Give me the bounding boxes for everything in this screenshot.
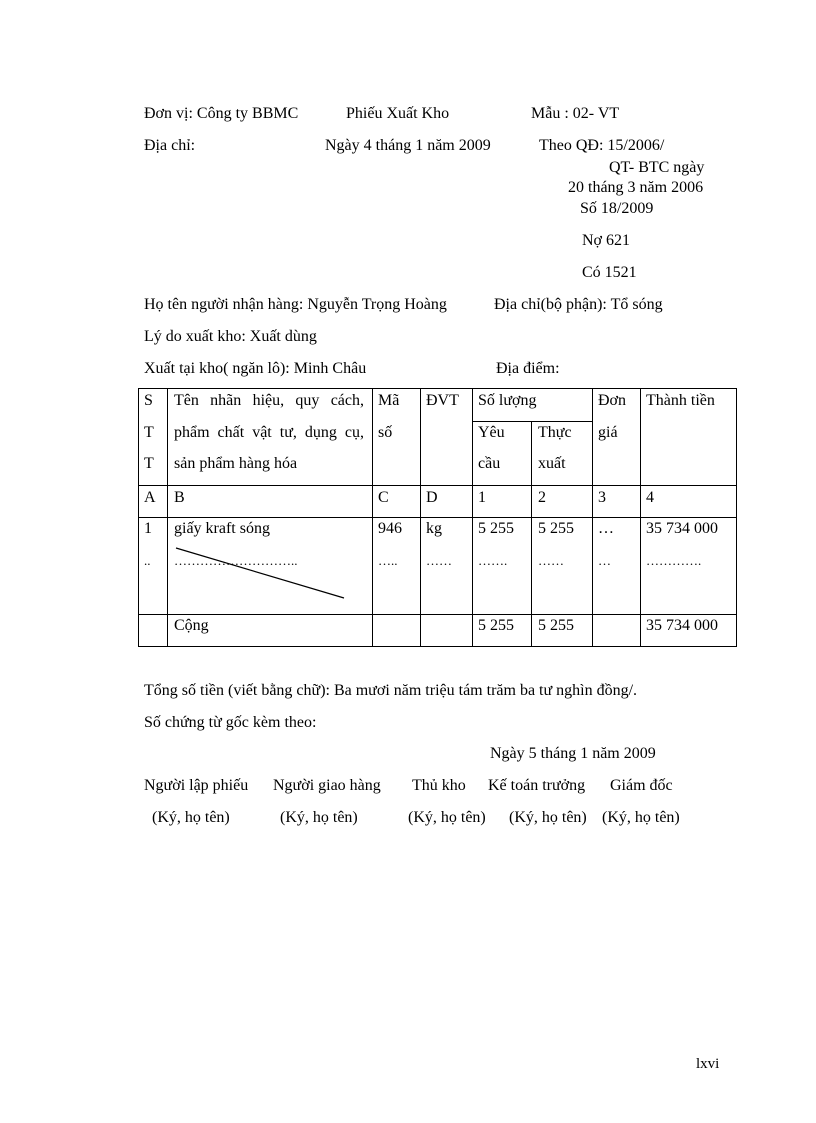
total-qty-req: 5 255 xyxy=(478,617,514,634)
index-1: 1 xyxy=(478,489,486,506)
warehouse-line: Xuất tại kho( ngăn lô): Minh Châu xyxy=(144,360,367,377)
row1-unit: kg xyxy=(426,520,442,537)
debit-account: Nợ 621 xyxy=(582,232,631,249)
index-d: D xyxy=(426,489,438,506)
index-a: A xyxy=(144,489,156,506)
sign-storekeeper: (Ký, họ tên) xyxy=(408,809,486,826)
index-4: 4 xyxy=(646,489,654,506)
index-2: 2 xyxy=(538,489,546,506)
index-b: B xyxy=(174,489,185,506)
page-number: lxvi xyxy=(696,1056,720,1072)
head-price-1: Đơn xyxy=(598,392,627,409)
head-qty: Số lượng xyxy=(478,392,537,409)
head-qty-act-2: xuất xyxy=(538,455,566,472)
role-storekeeper: Thủ kho xyxy=(412,777,466,794)
head-qty-act-1: Thực xyxy=(538,424,572,441)
row1-code: 946 xyxy=(378,520,402,537)
head-stt-3: T xyxy=(144,455,154,472)
head-qty-req-1: Yêu xyxy=(478,424,505,441)
issue-date: Ngày 4 tháng 1 năm 2009 xyxy=(325,137,491,154)
head-name-2: phẩm chất vật tư, dụng cụ, xyxy=(174,424,364,441)
strike-line xyxy=(138,388,737,647)
role-preparer: Người lập phiếu xyxy=(144,777,249,794)
dots-stt: .. xyxy=(144,553,151,568)
role-deliverer: Người giao hàng xyxy=(273,777,381,794)
sign-deliverer: (Ký, họ tên) xyxy=(280,809,358,826)
dots-amount: …………. xyxy=(646,553,702,568)
dots-unit: …… xyxy=(426,553,452,568)
dots-qty-act: …… xyxy=(538,553,564,568)
row1-name: giấy kraft sóng xyxy=(174,520,270,537)
recipient-line: Họ tên người nhận hàng: Nguyễn Trọng Hoàng xyxy=(144,296,447,313)
location-line: Địa điểm: xyxy=(496,360,560,377)
department-line: Địa chỉ(bộ phận): Tổ sóng xyxy=(494,296,663,313)
total-label: Cộng xyxy=(174,617,209,634)
doc-number: Số 18/2009 xyxy=(580,200,654,217)
head-stt-2: T xyxy=(144,424,154,441)
form-code: Mẫu : 02- VT xyxy=(531,105,620,122)
amount-in-words: Tổng số tiền (viết bằng chữ): Ba mươi năm triệu tám trăm ba tư nghìn đồng/. xyxy=(144,682,638,699)
head-unit: ĐVT xyxy=(426,392,459,409)
head-code-2: số xyxy=(378,424,393,441)
dots-price: … xyxy=(598,553,611,568)
index-3: 3 xyxy=(598,489,606,506)
total-amount: 35 734 000 xyxy=(646,617,718,634)
row1-qty-req: 5 255 xyxy=(478,520,514,537)
row1-price: … xyxy=(598,520,614,537)
role-director: Giám đốc xyxy=(610,777,673,794)
decision-line-2: QT- BTC ngày xyxy=(609,159,705,176)
attachments-line: Số chứng từ gốc kèm theo: xyxy=(144,714,317,731)
dots-qty-req: ……. xyxy=(478,553,508,568)
head-name-1: Tên nhãn hiệu, quy cách, xyxy=(174,392,364,409)
sign-preparer: (Ký, họ tên) xyxy=(152,809,230,826)
index-c: C xyxy=(378,489,389,506)
sign-chief-accountant: (Ký, họ tên) xyxy=(509,809,587,826)
doc-title: Phiếu Xuất Kho xyxy=(346,105,450,122)
unit-name: Đơn vị: Công ty BBMC xyxy=(144,105,299,122)
goods-table xyxy=(138,388,737,647)
sign-director: (Ký, họ tên) xyxy=(602,809,680,826)
credit-account: Có 1521 xyxy=(582,264,637,281)
address-label: Địa chỉ: xyxy=(144,137,196,154)
head-qty-req-2: cầu xyxy=(478,455,501,472)
dots-name: ……………………….. xyxy=(174,553,298,568)
role-chief-accountant: Kế toán trưởng xyxy=(488,777,586,794)
head-amount: Thành tiền xyxy=(646,392,715,409)
row1-amount: 35 734 000 xyxy=(646,520,718,537)
head-stt-1: S xyxy=(144,392,153,409)
row1-qty-act: 5 255 xyxy=(538,520,574,537)
dots-code: ….. xyxy=(378,553,398,568)
reason-line: Lý do xuất kho: Xuất dùng xyxy=(144,328,317,345)
total-qty-act: 5 255 xyxy=(538,617,574,634)
decision-line-3: 20 tháng 3 năm 2006 xyxy=(568,179,704,196)
head-price-2: giá xyxy=(598,424,618,441)
row1-stt: 1 xyxy=(144,520,152,537)
head-code-1: Mã xyxy=(378,392,400,409)
decision-line-1: Theo QĐ: 15/2006/ xyxy=(539,137,665,154)
sign-date: Ngày 5 tháng 1 năm 2009 xyxy=(490,745,656,762)
head-name-3: sản phẩm hàng hóa xyxy=(174,455,298,472)
